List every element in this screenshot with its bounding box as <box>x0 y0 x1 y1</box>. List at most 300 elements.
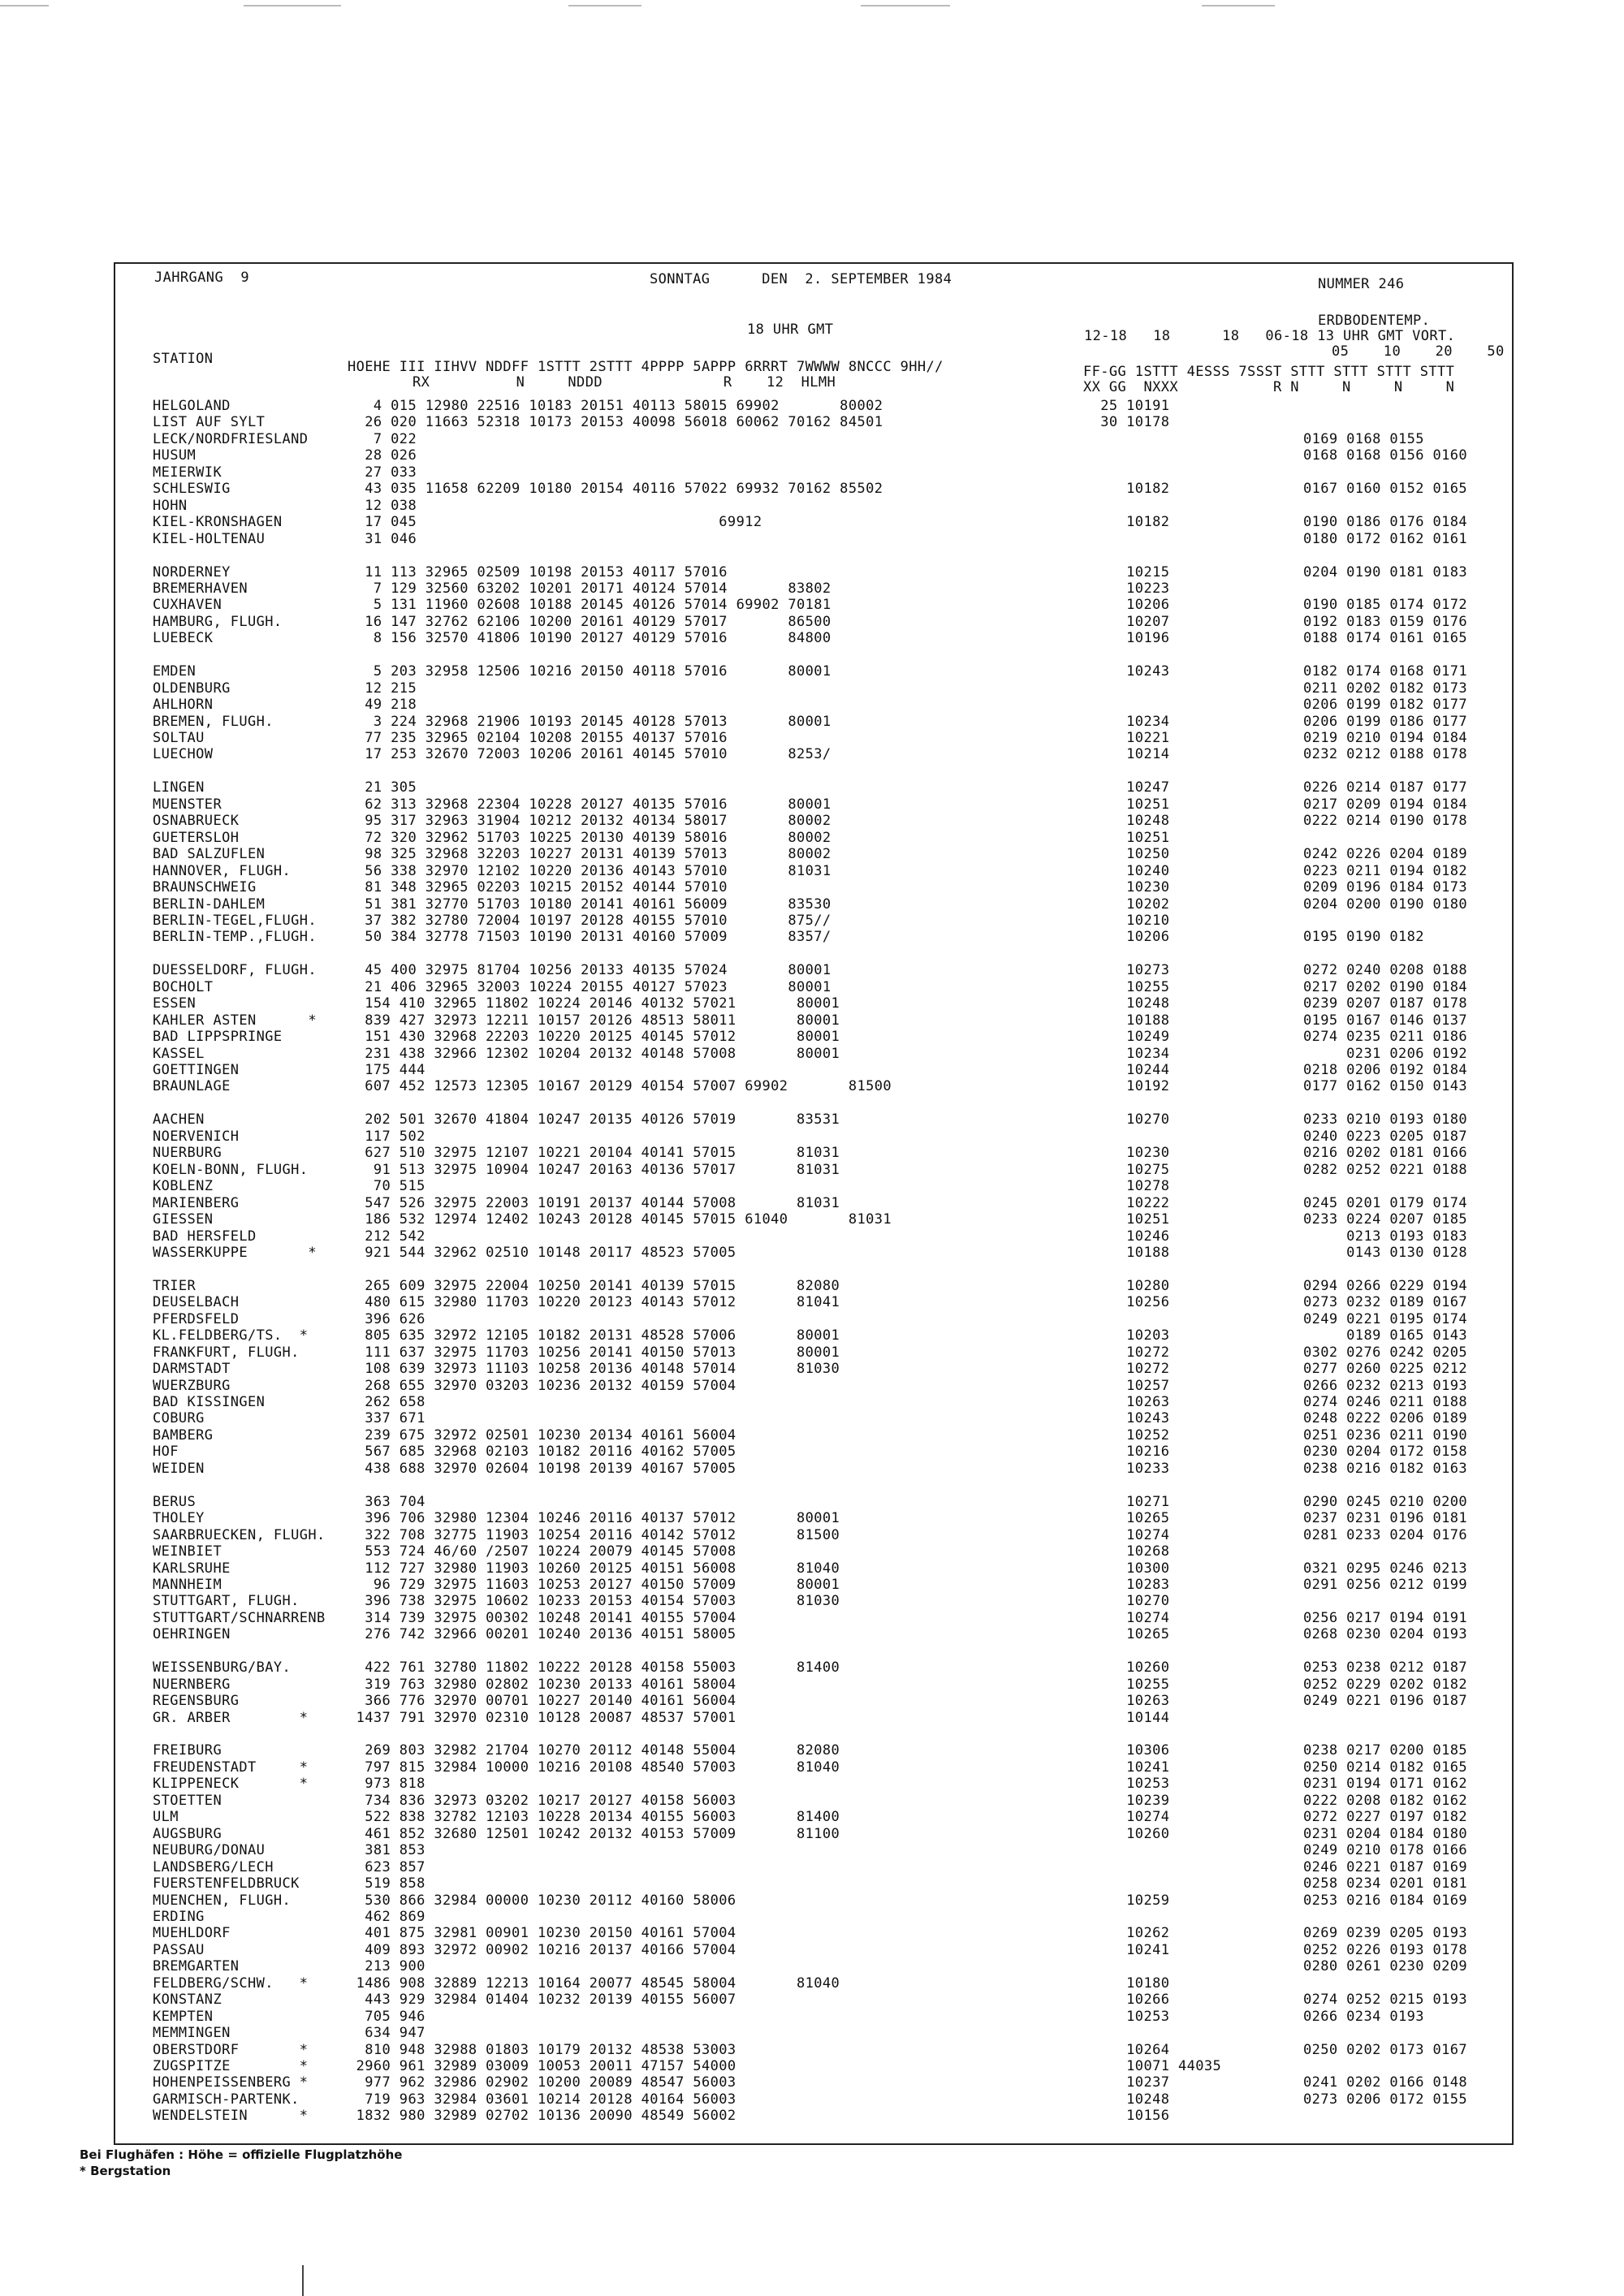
station-name: ZUGSPITZE * <box>153 2058 309 2074</box>
station-extra: 10262 <box>1083 1925 1170 1941</box>
station-extra: 10251 <box>1083 796 1170 813</box>
station-name: BREMEN, FLUGH. <box>153 714 274 730</box>
synop-values: 805 635 32972 12105 10182 20131 48528 57006 80001 <box>348 1327 840 1344</box>
soil-temps: 0274 0246 0211 0188 <box>1303 1394 1468 1410</box>
soil-temps: 0216 0202 0181 0166 <box>1303 1145 1468 1161</box>
station-name: LUECHOW <box>153 746 214 762</box>
synop-values: 231 438 32966 12302 10204 20132 40148 57008 80001 <box>348 1046 840 1062</box>
station-name: BREMGARTEN <box>153 1958 240 1974</box>
station-extra: 10246 <box>1083 1228 1170 1245</box>
synop-values: 37 382 32780 72004 10197 20128 40155 57010 875// <box>348 913 831 929</box>
synop-values: 72 320 32962 51703 10225 20130 40139 58016 80002 <box>348 830 831 846</box>
station-extra: 10241 <box>1083 1942 1170 1958</box>
station-extra: 10180 <box>1083 1975 1170 1992</box>
station-name: NUERBURG <box>153 1145 222 1161</box>
soil-depths: 05 10 20 50 <box>1332 343 1505 360</box>
synop-values: 337 671 <box>348 1410 425 1426</box>
soil-temps: 0143 0130 0128 <box>1303 1245 1468 1261</box>
station-name: KOBLENZ <box>153 1178 214 1194</box>
station-name: COBURG <box>153 1410 205 1426</box>
station-name: BAD KISSINGEN <box>153 1394 266 1410</box>
synop-values: 265 609 32975 22004 10250 20141 40139 57015 82080 <box>348 1278 840 1294</box>
synop-values: 1486 908 32889 12213 10164 20077 48545 58004 81040 <box>348 1975 840 1992</box>
station-extra: 10252 <box>1083 1427 1170 1444</box>
station-name: NORDERNEY <box>153 564 231 580</box>
station-extra: 10222 <box>1083 1195 1170 1211</box>
synop-values: 409 893 32972 00902 10216 20137 40166 57004 <box>348 1942 736 1958</box>
station-name: STOETTEN <box>153 1793 222 1809</box>
synop-values: 921 544 32962 02510 10148 20117 48523 57005 <box>348 1245 736 1261</box>
station-name: THOLEY <box>153 1510 205 1526</box>
station-extra: 10240 <box>1083 863 1170 879</box>
station-extra: 10214 <box>1083 746 1170 762</box>
station-extra: 10188 <box>1083 1245 1170 1261</box>
synop-values: 705 946 <box>348 2009 425 2025</box>
soil-temps: 0302 0276 0242 0205 <box>1303 1344 1468 1361</box>
station-name: GR. ARBER * <box>153 1710 309 1726</box>
station-name: HAMBURG, FLUGH. <box>153 614 283 630</box>
soil-temps: 0294 0266 0229 0194 <box>1303 1278 1468 1294</box>
station-extra: 10265 <box>1083 1626 1170 1642</box>
synop-values: 11 113 32965 02509 10198 20153 40117 57016 <box>348 564 728 580</box>
station-extra: 10274 <box>1083 1610 1170 1626</box>
synop-values: 381 853 <box>348 1842 425 1858</box>
soil-temps: 0252 0229 0202 0182 <box>1303 1677 1468 1693</box>
synop-values: 973 818 <box>348 1776 425 1792</box>
station-extra: 10221 <box>1083 730 1170 746</box>
soil-temps: 0167 0160 0152 0165 <box>1303 481 1468 497</box>
station-name: MEIERWIK <box>153 464 222 481</box>
synop-values: 186 532 12974 12402 10243 20128 40145 57015 61040 81031 <box>348 1211 892 1228</box>
synop-values: 366 776 32970 00701 10227 20140 40161 56004 <box>348 1693 736 1709</box>
station-extra: 10266 <box>1083 1992 1170 2008</box>
synop-values: 7 129 32560 63202 10201 20171 40124 57014 83802 <box>348 580 831 597</box>
station-name: BREMERHAVEN <box>153 580 248 597</box>
soil-temps: 0188 0174 0161 0165 <box>1303 630 1468 646</box>
station-name: LECK/NORDFRIESLAND <box>153 431 309 447</box>
synop-values: 262 658 <box>348 1394 425 1410</box>
synop-values: 462 869 <box>348 1909 425 1925</box>
synop-values: 5 203 32958 12506 10216 20150 40118 57016 80001 <box>348 663 831 680</box>
station-name: NUERNBERG <box>153 1677 231 1693</box>
synop-values: 1832 980 32989 02702 10136 20090 48549 56002 <box>348 2108 736 2124</box>
soil-temps: 0204 0190 0181 0183 <box>1303 564 1468 580</box>
synop-values: 26 020 11663 52318 10173 20153 40098 56018 60062 70162 84501 <box>348 414 883 430</box>
synop-values: 49 218 <box>348 697 417 713</box>
station-extra: 10244 <box>1083 1062 1170 1078</box>
soil-temps: 0290 0245 0210 0200 <box>1303 1494 1468 1510</box>
station-name: DUESSELDORF, FLUGH. <box>153 962 317 978</box>
soil-temps: 0180 0172 0162 0161 <box>1303 531 1468 547</box>
synop-values: 461 852 32680 12501 10242 20132 40153 57009 81100 <box>348 1826 840 1842</box>
synop-values: 734 836 32973 03202 10217 20127 40158 56003 <box>348 1793 736 1809</box>
station-extra: 10234 <box>1083 1046 1170 1062</box>
station-name: MUENSTER <box>153 796 222 813</box>
soil-temps: 0280 0261 0230 0209 <box>1303 1958 1468 1974</box>
soil-temps: 0252 0226 0193 0178 <box>1303 1942 1468 1958</box>
station-extra: 10239 <box>1083 1793 1170 1809</box>
synop-values: 634 947 <box>348 2025 425 2041</box>
synop-values: 422 761 32780 11802 10222 20128 40158 55003 81400 <box>348 1659 840 1676</box>
soil-temps: 0177 0162 0150 0143 <box>1303 1078 1468 1094</box>
station-name: STUTTGART, FLUGH. <box>153 1593 300 1609</box>
station-name: GARMISCH-PARTENK. <box>153 2091 300 2108</box>
synop-values: 7 022 <box>348 431 417 447</box>
soil-temps: 0249 0221 0195 0174 <box>1303 1311 1468 1327</box>
soil-temps: 0242 0226 0204 0189 <box>1303 846 1468 862</box>
soil-temps: 0190 0185 0174 0172 <box>1303 597 1468 613</box>
synop-values: 322 708 32775 11903 10254 20116 40142 57012 81500 <box>348 1527 840 1543</box>
station-name: SAARBRUECKEN, FLUGH. <box>153 1527 326 1543</box>
station-extra: 10251 <box>1083 830 1170 846</box>
station-name: WUERZBURG <box>153 1378 231 1394</box>
synop-values: 480 615 32980 11703 10220 20123 40143 57012 81041 <box>348 1294 840 1310</box>
soil-temps: 0266 0232 0213 0193 <box>1303 1378 1468 1394</box>
station-extra: 10253 <box>1083 1776 1170 1792</box>
soil-temps: 0239 0207 0187 0178 <box>1303 995 1468 1012</box>
station-name: BAD HERSFELD <box>153 1228 257 1245</box>
station-extra: 10215 <box>1083 564 1170 580</box>
station-extra: 10251 <box>1083 1211 1170 1228</box>
station-name: KEMPTEN <box>153 2009 214 2025</box>
station-extra: 10182 <box>1083 514 1170 530</box>
synop-values: 396 626 <box>348 1311 425 1327</box>
synop-values: 8 156 32570 41806 10190 20127 40129 57016 84800 <box>348 630 831 646</box>
station-extra: 10255 <box>1083 1677 1170 1693</box>
station-name: OLDENBURG <box>153 680 231 697</box>
station-name: BRAUNSCHWEIG <box>153 879 257 896</box>
soil-temps: 0226 0214 0187 0177 <box>1303 779 1468 796</box>
soil-temps: 0256 0217 0194 0191 <box>1303 1610 1468 1626</box>
synop-values: 154 410 32965 11802 10224 20146 40132 57021 80001 <box>348 995 840 1012</box>
soil-temps: 0195 0167 0146 0137 <box>1303 1012 1468 1029</box>
soil-temps: 0189 0165 0143 <box>1303 1327 1468 1344</box>
station-name: FELDBERG/SCHW. * <box>153 1975 309 1992</box>
station-name: HANNOVER, FLUGH. <box>153 863 292 879</box>
soil-temps: 0237 0231 0196 0181 <box>1303 1510 1468 1526</box>
scan-mark <box>302 2265 304 2296</box>
station-extra: 10202 <box>1083 896 1170 913</box>
soil-temps: 0277 0260 0225 0212 <box>1303 1361 1468 1377</box>
soil-temps: 0248 0222 0206 0189 <box>1303 1410 1468 1426</box>
synop-values: 627 510 32975 12107 10221 20104 40141 57015 81031 <box>348 1145 840 1161</box>
station-extra: 10206 <box>1083 929 1170 945</box>
station-extra: 10272 <box>1083 1361 1170 1377</box>
footnote-airport: Bei Flughäfen : Höhe = offizielle Flugplatzhöhe <box>80 2147 403 2162</box>
station-name: ULM <box>153 1809 179 1825</box>
jahrgang-label: JAHRGANG 9 <box>154 270 249 286</box>
soil-temps: 0222 0214 0190 0178 <box>1303 813 1468 829</box>
station-name: BAMBERG <box>153 1427 214 1444</box>
issue-number: NUMMER 246 <box>1318 276 1405 292</box>
soil-temps: 0195 0190 0182 <box>1303 929 1424 945</box>
synop-values: 810 948 32988 01803 10179 20132 48538 53003 <box>348 2042 736 2058</box>
station-name: WEISSENBURG/BAY. <box>153 1659 292 1676</box>
station-extra: 10271 <box>1083 1494 1170 1510</box>
soil-temps: 0213 0193 0183 <box>1303 1228 1468 1245</box>
soil-temps: 0281 0233 0204 0176 <box>1303 1527 1468 1543</box>
station-extra: 10241 <box>1083 1759 1170 1776</box>
soil-temps: 0209 0196 0184 0173 <box>1303 879 1468 896</box>
station-name: KOELN-BONN, FLUGH. <box>153 1162 309 1178</box>
soil-temps: 0251 0236 0211 0190 <box>1303 1427 1468 1444</box>
station-name: STUTTGART/SCHNARRENB <box>153 1610 326 1626</box>
synop-values: 797 815 32984 10000 10216 20108 48540 57003 81040 <box>348 1759 840 1776</box>
soil-temps: 0291 0256 0212 0199 <box>1303 1577 1468 1593</box>
station-name: HELGOLAND <box>153 398 231 414</box>
station-extra: 10255 <box>1083 979 1170 995</box>
station-extra: 10274 <box>1083 1809 1170 1825</box>
soil-temps: 0272 0227 0197 0182 <box>1303 1809 1468 1825</box>
synop-values: 108 639 32973 11103 10258 20136 40148 57014 81030 <box>348 1361 840 1377</box>
soil-temps: 0169 0168 0155 <box>1303 431 1424 447</box>
date-label: SONNTAG DEN 2. SEPTEMBER 1984 <box>650 271 952 287</box>
soil-temps: 0272 0240 0208 0188 <box>1303 962 1468 978</box>
soil-temps: 0274 0252 0215 0193 <box>1303 1992 1468 2008</box>
station-extra: 10259 <box>1083 1892 1170 1909</box>
station-name: KLIPPENECK * <box>153 1776 309 1792</box>
soil-temps: 0249 0210 0178 0166 <box>1303 1842 1468 1858</box>
synop-values: 27 033 <box>348 464 417 481</box>
soil-temps: 0204 0200 0190 0180 <box>1303 896 1468 913</box>
soil-temps: 0211 0202 0182 0173 <box>1303 680 1468 697</box>
soil-temps: 0241 0202 0166 0148 <box>1303 2074 1468 2091</box>
station-extra: 10206 <box>1083 597 1170 613</box>
station-extra: 10188 <box>1083 1012 1170 1029</box>
station-name: LUEBECK <box>153 630 214 646</box>
station-extra: 10253 <box>1083 2009 1170 2025</box>
station-name: KARLSRUHE <box>153 1560 231 1577</box>
synop-values: 16 147 32762 62106 10200 20161 40129 57017 86500 <box>348 614 831 630</box>
col-group-soil-temp: ERDBODENTEMP. <box>1318 313 1431 329</box>
station-name: EMDEN <box>153 663 197 680</box>
station-name: MANNHEIM <box>153 1577 222 1593</box>
station-name: OSNABRUECK <box>153 813 240 829</box>
synop-values: 96 729 32975 11603 10253 20127 40150 57009 80001 <box>348 1577 840 1593</box>
synop-values: 4 015 12980 22516 10183 20151 40113 58015 69902 80002 <box>348 398 883 414</box>
soil-temps: 0246 0221 0187 0169 <box>1303 1859 1468 1875</box>
col-group-18gmt: 18 UHR GMT <box>747 322 834 338</box>
station-extra: 10250 <box>1083 846 1170 862</box>
synop-values: 401 875 32981 00901 10230 20150 40161 57004 <box>348 1925 736 1941</box>
synop-values: 623 857 <box>348 1859 425 1875</box>
synop-values: 117 502 <box>348 1129 425 1145</box>
synop-values: 839 427 32973 12211 10157 20126 48513 58011 80001 <box>348 1012 840 1029</box>
station-extra: 10196 <box>1083 630 1170 646</box>
soil-temps: 0206 0199 0182 0177 <box>1303 697 1468 713</box>
soil-temps: 0253 0216 0184 0169 <box>1303 1892 1468 1909</box>
synop-values: 1437 791 32970 02310 10128 20087 48537 57001 <box>348 1710 736 1726</box>
station-name: OBERSTDORF * <box>153 2042 309 2058</box>
soil-temps: 0273 0206 0172 0155 <box>1303 2091 1468 2108</box>
station-name: AUGSBURG <box>153 1826 222 1842</box>
station-name: PFERDSFELD <box>153 1311 240 1327</box>
synop-values: 719 963 32984 03601 10214 20128 40164 56003 <box>348 2091 736 2108</box>
synop-values: 212 542 <box>348 1228 425 1245</box>
station-name: KIEL-HOLTENAU <box>153 531 266 547</box>
soil-temps: 0218 0206 0192 0184 <box>1303 1062 1468 1078</box>
station-extra: 10263 <box>1083 1394 1170 1410</box>
station-name: PASSAU <box>153 1942 205 1958</box>
station-extra: 10144 <box>1083 1710 1170 1726</box>
soil-temps: 0217 0202 0190 0184 <box>1303 979 1468 995</box>
soil-temps: 0282 0252 0221 0188 <box>1303 1162 1468 1178</box>
soil-temps: 0273 0232 0189 0167 <box>1303 1294 1468 1310</box>
synop-values: 50 384 32778 71503 10190 20131 40160 57009 8357/ <box>348 929 831 945</box>
soil-temps: 0233 0224 0207 0185 <box>1303 1211 1468 1228</box>
footnote-mountain: * Bergstation <box>80 2164 171 2178</box>
synop-values: 112 727 32980 11903 10260 20125 40151 56008 81040 <box>348 1560 840 1577</box>
station-name: NOERVENICH <box>153 1129 240 1145</box>
station-name: ESSEN <box>153 995 197 1012</box>
synop-values: 62 313 32968 22304 10228 20127 40135 57016 80001 <box>348 796 831 813</box>
synop-values: 363 704 <box>348 1494 425 1510</box>
station-extra: 10260 <box>1083 1826 1170 1842</box>
station-extra: 10230 <box>1083 1145 1170 1161</box>
soil-temps: 0233 0210 0193 0180 <box>1303 1111 1468 1128</box>
synop-values: 51 381 32770 51703 10180 20141 40161 56009 83530 <box>348 896 831 913</box>
soil-temps: 0240 0223 0205 0187 <box>1303 1129 1468 1145</box>
station-name: KL.FELDBERG/TS. * <box>153 1327 309 1344</box>
synop-values: 522 838 32782 12103 10228 20134 40155 56003 81400 <box>348 1809 840 1825</box>
synop-values: 151 430 32968 22203 10220 20125 40145 57012 80001 <box>348 1029 840 1045</box>
station-extra: 10182 <box>1083 481 1170 497</box>
soil-temps: 0222 0208 0182 0162 <box>1303 1793 1468 1809</box>
station-name: GIESSEN <box>153 1211 214 1228</box>
station-header: STATION <box>153 351 214 367</box>
soil-temps: 0190 0186 0176 0184 <box>1303 514 1468 530</box>
synop-values: 202 501 32670 41804 10247 20135 40126 57019 83531 <box>348 1111 840 1128</box>
station-name: BERLIN-TEMP.,FLUGH. <box>153 929 317 945</box>
synop-values: 77 235 32965 02104 10208 20155 40137 57016 <box>348 730 728 746</box>
station-extra: 10275 <box>1083 1162 1170 1178</box>
synop-values: 31 046 <box>348 531 417 547</box>
column-subcodes-right: XX GG NXXX R N N N N <box>1083 379 1455 395</box>
synop-values: 175 444 <box>348 1062 425 1078</box>
synop-values: 17 045 69912 <box>348 514 762 530</box>
station-name: MUENCHEN, FLUGH. <box>153 1892 292 1909</box>
station-name: LINGEN <box>153 779 205 796</box>
synop-values: 567 685 32968 02103 10182 20116 40162 57005 <box>348 1444 736 1460</box>
synop-values: 396 706 32980 12304 10246 20116 40137 57012 80001 <box>348 1510 840 1526</box>
station-extra: 30 10178 <box>1083 414 1170 430</box>
station-extra: 10268 <box>1083 1543 1170 1560</box>
synop-values: 12 038 <box>348 498 417 514</box>
synop-values: 56 338 32970 12102 10220 20136 40143 57010 81031 <box>348 863 831 879</box>
station-name: HOF <box>153 1444 179 1460</box>
soil-temps: 0250 0214 0182 0165 <box>1303 1759 1468 1776</box>
synop-values: 269 803 32982 21704 10270 20112 40148 55004 82080 <box>348 1742 840 1759</box>
soil-temps: 0253 0238 0212 0187 <box>1303 1659 1468 1676</box>
station-extra: 25 10191 <box>1083 398 1170 414</box>
synop-values: 95 317 32963 31904 10212 20132 40134 58017 80002 <box>348 813 831 829</box>
synop-values: 276 742 32966 00201 10240 20136 40151 58005 <box>348 1626 736 1642</box>
station-extra: 10248 <box>1083 995 1170 1012</box>
station-extra: 10156 <box>1083 2108 1170 2124</box>
column-codes-right: FF-GG 1STTT 4ESSS 7SSST STTT STTT STTT STTT <box>1083 364 1455 380</box>
station-extra: 10256 <box>1083 1294 1170 1310</box>
station-name: LIST AUF SYLT <box>153 414 266 430</box>
station-extra: 10230 <box>1083 879 1170 896</box>
station-name: BERLIN-TEGEL,FLUGH. <box>153 913 317 929</box>
synop-values: 268 655 32970 03203 10236 20132 40159 57004 <box>348 1378 736 1394</box>
synop-values: 553 724 46/60 /2507 10224 20079 40145 57008 <box>348 1543 736 1560</box>
synop-values: 239 675 32972 02501 10230 20134 40161 56004 <box>348 1427 736 1444</box>
station-extra: 10248 <box>1083 2091 1170 2108</box>
station-extra: 10210 <box>1083 913 1170 929</box>
station-name: WEIDEN <box>153 1461 205 1477</box>
station-extra: 10257 <box>1083 1378 1170 1394</box>
station-extra: 10270 <box>1083 1593 1170 1609</box>
synop-values: 607 452 12573 12305 10167 20129 40154 57007 69902 81500 <box>348 1078 892 1094</box>
col-group-periods: 12-18 18 18 06-18 13 UHR GMT VORT. <box>1084 328 1456 344</box>
soil-temps: 0268 0230 0204 0193 <box>1303 1626 1468 1642</box>
station-name: FREIBURG <box>153 1742 222 1759</box>
station-name: WENDELSTEIN * <box>153 2108 309 2124</box>
station-extra: 10248 <box>1083 813 1170 829</box>
station-name: KASSEL <box>153 1046 205 1062</box>
station-extra: 10283 <box>1083 1577 1170 1593</box>
soil-temps: 0250 0202 0173 0167 <box>1303 2042 1468 2058</box>
soil-temps: 0231 0194 0171 0162 <box>1303 1776 1468 1792</box>
synop-values: 213 900 <box>348 1958 425 1974</box>
station-name: FREUDENSTADT * <box>153 1759 309 1776</box>
synop-values: 3 224 32968 21906 10193 20145 40128 57013 80001 <box>348 714 831 730</box>
soil-temps: 0274 0235 0211 0186 <box>1303 1029 1468 1045</box>
synop-values: 111 637 32975 11703 10256 20141 40150 57013 80001 <box>348 1344 840 1361</box>
station-name: KAHLER ASTEN * <box>153 1012 317 1029</box>
synop-values: 443 929 32984 01404 10232 20139 40155 56007 <box>348 1992 736 2008</box>
station-extra: 10278 <box>1083 1178 1170 1194</box>
station-extra: 10273 <box>1083 962 1170 978</box>
station-name: WASSERKUPPE * <box>153 1245 317 1261</box>
station-extra: 10237 <box>1083 2074 1170 2091</box>
synop-values: 977 962 32986 02902 10200 20089 48547 56003 <box>348 2074 736 2091</box>
station-name: BAD SALZUFLEN <box>153 846 266 862</box>
soil-temps: 0223 0211 0194 0182 <box>1303 863 1468 879</box>
station-name: TRIER <box>153 1278 197 1294</box>
synop-values: 43 035 11658 62209 10180 20154 40116 57022 69932 70162 85502 <box>348 481 883 497</box>
station-extra: 10203 <box>1083 1327 1170 1344</box>
soil-temps: 0249 0221 0196 0187 <box>1303 1693 1468 1709</box>
synop-values: 12 215 <box>348 680 417 697</box>
synop-values: 530 866 32984 00000 10230 20112 40160 58006 <box>348 1892 736 1909</box>
station-name: SOLTAU <box>153 730 205 746</box>
station-extra: 10280 <box>1083 1278 1170 1294</box>
column-codes: HOEHE III IIHVV NDDFF 1STTT 2STTT 4PPPP 5APPP 6RRRT 7WWWW 8NCCC 9HH// <box>348 359 944 375</box>
soil-temps: 0182 0174 0168 0171 <box>1303 663 1468 680</box>
station-name: DARMSTADT <box>153 1361 231 1377</box>
station-name: BERUS <box>153 1494 197 1510</box>
synop-values: 70 515 <box>348 1178 425 1194</box>
station-extra: 10207 <box>1083 614 1170 630</box>
station-extra: 10270 <box>1083 1111 1170 1128</box>
station-name: FUERSTENFELDBRUCK <box>153 1875 300 1892</box>
synop-values: 396 738 32975 10602 10233 20153 40154 57003 81030 <box>348 1593 840 1609</box>
soil-temps: 0168 0168 0156 0160 <box>1303 447 1468 464</box>
station-name: HUSUM <box>153 447 197 464</box>
synop-values: 21 406 32965 32003 10224 20155 40127 57023 80001 <box>348 979 831 995</box>
station-name: DEUSELBACH <box>153 1294 240 1310</box>
station-name: HOHN <box>153 498 188 514</box>
station-extra: 10234 <box>1083 714 1170 730</box>
station-extra: 10306 <box>1083 1742 1170 1759</box>
station-extra: 10274 <box>1083 1527 1170 1543</box>
column-subcodes: RX N NDDD R 12 HLMH <box>412 374 836 391</box>
soil-temps: 0230 0204 0172 0158 <box>1303 1444 1468 1460</box>
station-name: AHLHORN <box>153 697 214 713</box>
station-name: CUXHAVEN <box>153 597 222 613</box>
